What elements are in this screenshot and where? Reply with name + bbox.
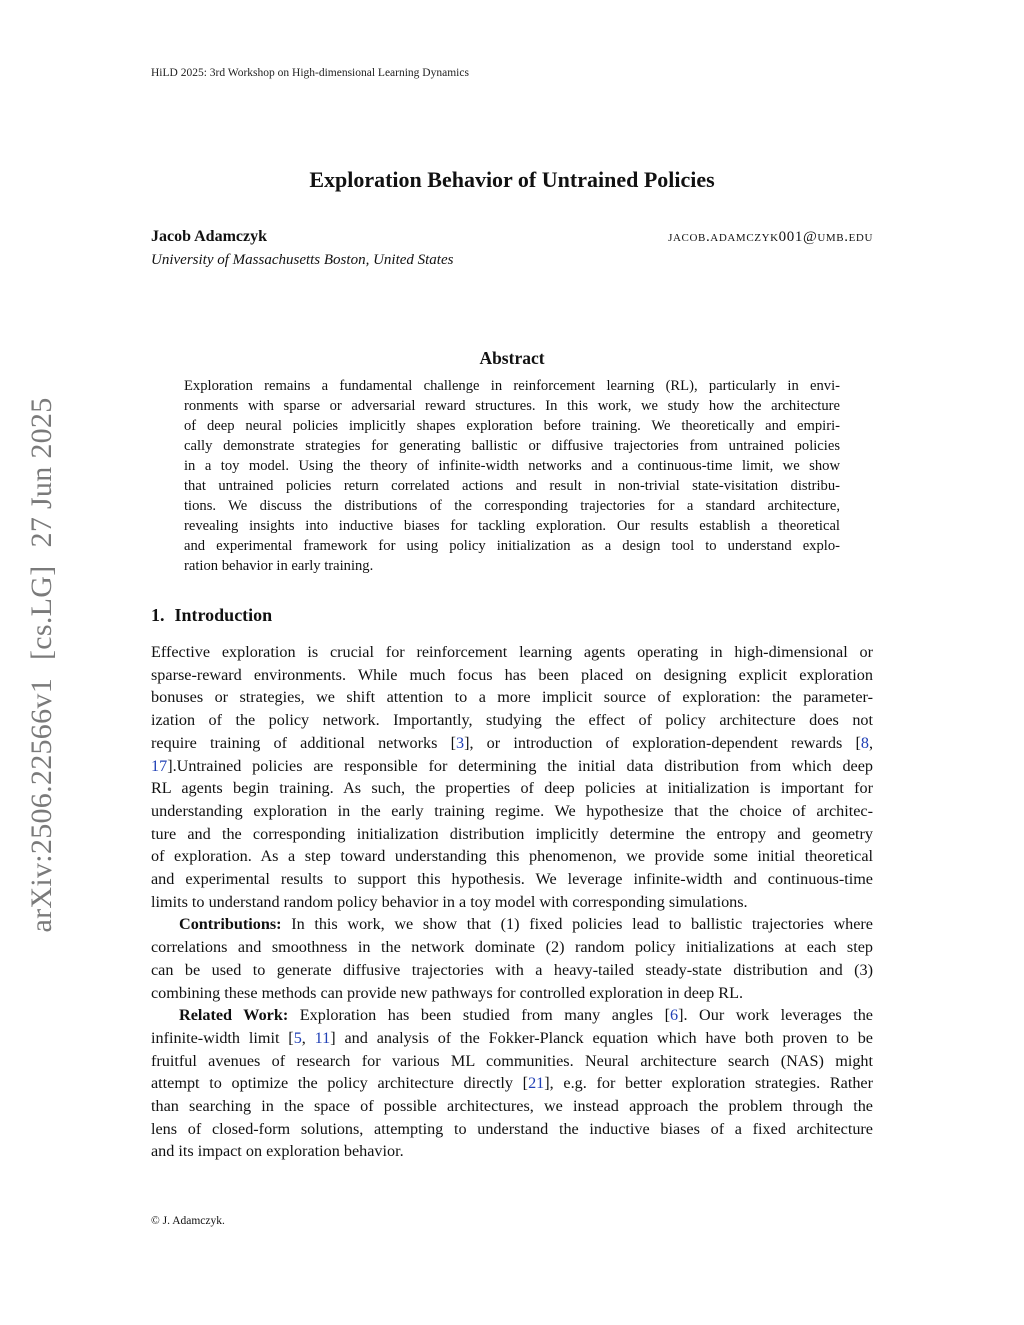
body-line: ization of the policy network. Importantly, studying the effect of policy architecture does not [151,711,873,730]
text-run: ].Untrained policies are responsible for determining the initial data distribution from which deep [167,756,873,775]
arxiv-id: arXiv:2506.22566v1 [25,678,58,933]
abstract-line: cally demonstrate strategies for generating ballistic or diffusive trajectories from untrained policies [184,438,840,454]
abstract-body [184,376,840,576]
abstract-line: revealing insights into inductive biases for tackling exploration. Our results establish a theoretical [184,518,840,534]
paper-title: Exploration Behavior of Untrained Policies [309,167,715,192]
abstract-line: tions. We discuss the distributions of the corresponding trajectories for a standard architecture, [184,498,840,514]
text-run: infinite-width limit [ [151,1028,294,1047]
abstract-line: of deep neural policies implicitly shapes exploration before training. We theoretically and empiri- [184,418,840,434]
contributions-label: Contributions: [179,915,282,934]
introduction-body [151,641,873,1163]
venue-header: HiLD 2025: 3rd Workshop on High-dimensional Learning Dynamics [151,67,469,79]
copyright-footer: © J. Adamczyk. [151,1215,225,1227]
body-line: understanding exploration in the early training regime. We hypothesize that the choice of architec- [151,801,873,820]
body-line [151,1072,873,1095]
citation-link[interactable]: 8 [860,733,869,752]
citation-link[interactable]: 6 [670,1006,679,1025]
body-line: ture and the corresponding initialization distribution implicitly determine the entropy and geometry [151,824,873,843]
section-heading-introduction [151,605,272,626]
text-run: ], or introduction of exploration-dependent rewards [ [464,733,861,752]
abstract-heading: Abstract [479,348,545,368]
abstract-line: and experimental framework for using policy initialization as a design tool to understand explo- [184,538,840,554]
text-run: ]. Our work leverages the [678,1006,873,1025]
text-run: ], e.g. for better exploration strategies. Rather [544,1074,873,1093]
body-line: fruitful avenues of research for various ML communities. Neural architecture search (NAS) might [151,1051,873,1070]
abstract-line: in a toy model. Using the theory of infinite-width networks and a continuous-time limit, we show [184,458,840,474]
body-line [151,1027,873,1050]
abstract-line: ration behavior in early training. [184,558,374,574]
body-line: combining these methods can provide new pathways for controlled exploration in deep RL. [151,983,744,1002]
body-line: can be used to generate diffusive trajectories with a heavy-tailed steady-state distribution and (3) [151,960,873,979]
body-line: and experimental results to support this hypothesis. We leverage infinite-width and continuous-time [151,870,873,889]
body-line: sparse-reward environments. While much focus has been placed on designing explicit exploration [151,665,873,684]
body-line: and its impact on exploration behavior. [151,1142,404,1161]
text-run: attempt to optimize the policy architecture directly [ [151,1074,529,1093]
section-number: 1. [151,605,165,625]
abstract-line: Exploration remains a fundamental challenge in reinforcement learning (RL), particularly in envi- [184,378,840,394]
body-line: lens of closed-form solutions, attempting to understand the inductive biases of a fixed architecture [151,1119,873,1138]
citation-link[interactable]: 3 [455,733,465,752]
text-run: Exploration has been studied from many angles [ [288,1006,670,1025]
section-title: Introduction [174,605,273,625]
arxiv-category: [cs.LG] [25,565,58,660]
arxiv-date: 27 Jun 2025 [25,397,58,548]
text-run: ] and analysis of the Fokker-Planck equation which have both proven to be [330,1028,873,1047]
citation-link[interactable]: 5 [293,1028,302,1047]
abstract-line: ronments with sparse or adversarial reward structures. In this work, we study how the architecture [184,398,840,414]
body-line: limits to understand random policy behavior in a toy model with corresponding simulations. [151,892,748,911]
citation-link[interactable]: 17 [151,756,168,775]
body-line: of exploration. As a step toward understanding this phenomenon, we provide some initial theoretical [151,847,873,866]
citation-link[interactable]: 21 [528,1074,545,1093]
body-line [151,732,873,755]
text-run: require training of additional networks [ [151,733,456,752]
body-line: Effective exploration is crucial for reinforcement learning agents operating in high-dimensional or [151,643,873,661]
text-run: In this work, we show that (1) fixed policies lead to ballistic trajectories where [281,915,873,934]
author-name: Jacob Adamczyk [151,228,267,245]
author-email: jacob.adamczyk001@umb.edu [668,229,873,245]
author-affiliation: University of Massachusetts Boston, United States [151,252,454,268]
body-line [151,755,873,778]
body-line: RL agents begin training. As such, the properties of deep policies at initialization is important for [151,779,873,798]
text-run: , [301,1028,315,1047]
related-work-label: Related Work: [179,1006,289,1025]
abstract-line: that untrained policies return correlated actions and result in non-trivial state-visitation distribu- [184,478,840,494]
body-line: bonuses or strategies, we shift attention to a more implicit source of exploration: the parameter- [151,688,873,707]
body-line [151,913,873,936]
body-line: than searching in the space of possible architectures, we instead approach the problem through the [151,1097,873,1116]
body-line [151,1004,873,1027]
citation-link[interactable]: 11 [314,1028,331,1047]
body-line: correlations and smoothness in the network dominate (2) random policy initializations at each step [151,938,873,957]
text-run: , [868,733,873,752]
